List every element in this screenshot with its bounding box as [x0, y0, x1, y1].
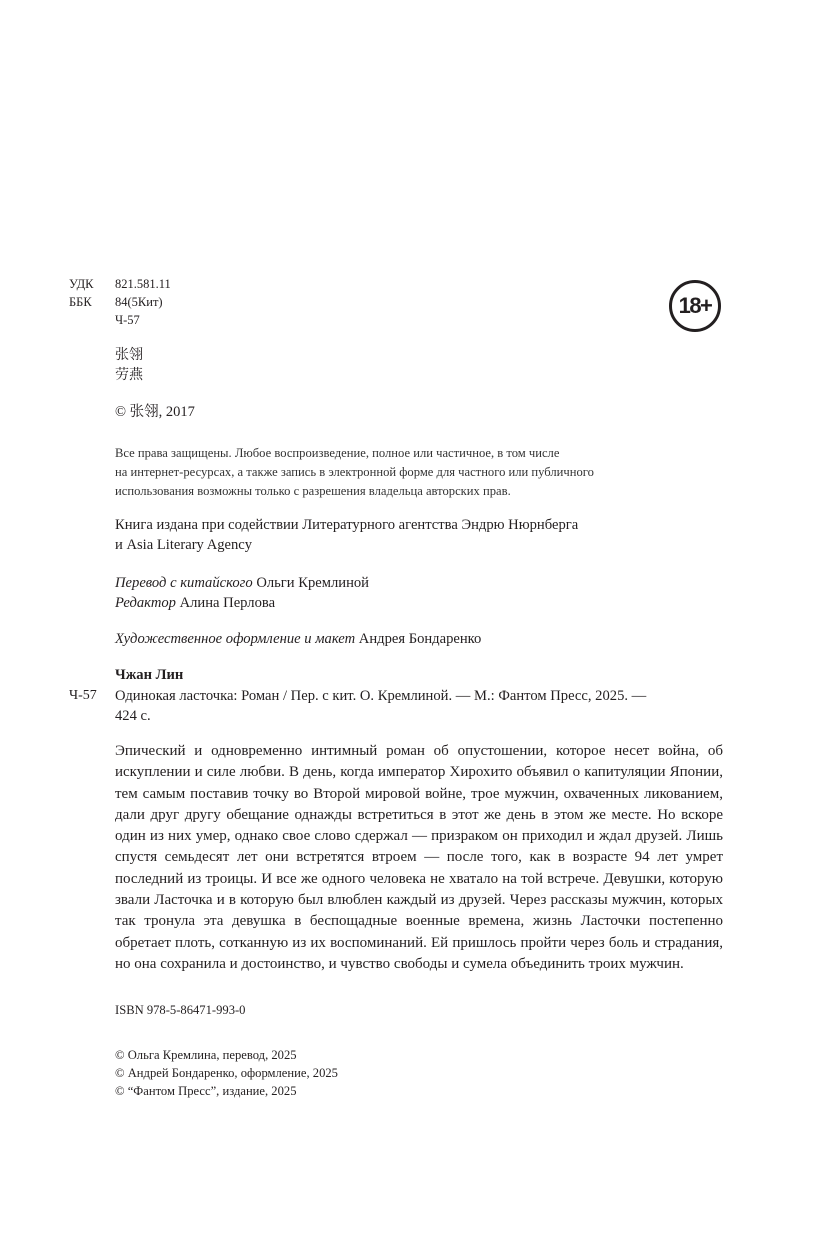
credit-role: Художественное оформление и макет	[115, 631, 356, 647]
original-copyright: © 张翎, 2017	[115, 404, 195, 420]
credit-name: Андрея Бондаренко	[355, 631, 482, 647]
bbk-row	[69, 293, 171, 311]
credits-block	[115, 573, 481, 649]
agency-notice	[115, 515, 675, 555]
bibliographic-description	[115, 686, 725, 726]
bibliographic-line: 424 с.	[115, 708, 151, 724]
author-mark: Ч-57	[115, 313, 140, 327]
rights-line: Все права защищены. Любое воспроизведение, полное или частичное, в том числе	[115, 446, 560, 460]
udk-row	[69, 275, 171, 293]
copyright-design: © Андрей Бондаренко, оформление, 2025	[115, 1066, 338, 1080]
isbn: ISBN 978-5-86471-993-0	[115, 1003, 246, 1017]
copyright-list	[115, 1046, 338, 1100]
bibliographic-author: Чжан Лин	[115, 667, 184, 683]
agency-line: и Asia Literary Agency	[115, 537, 253, 553]
original-names	[115, 345, 143, 385]
copyright-edition: © “Фантом Пресс”, издание, 2025	[115, 1084, 297, 1098]
rights-notice	[115, 444, 675, 501]
udk-label: УДК	[69, 277, 94, 291]
credit-name: Ольги Кремлиной	[252, 575, 369, 591]
credit-editor	[115, 593, 481, 613]
bibliographic-line: Одинокая ласточка: Роман / Пер. с кит. О. Кремлиной. — М.: Фантом Пресс, 2025. —	[115, 688, 647, 704]
udk-value: 821.581.11	[115, 277, 171, 291]
classification-block	[69, 275, 171, 329]
age-rating-icon	[669, 280, 721, 332]
author-mark-row	[69, 311, 171, 329]
age-rating-label: 18+	[678, 293, 712, 318]
annotation-paragraph: Эпический и одновременно интимный роман об опустошении, которое несет война, об искуплении и силе любви. В день, когда император Хирохито объявил о капитуляции Японии, тем самым поставив точку во Второй мировой войне, трое мужчин, охваченных ликованием, дали друг другу обещание однажды встретиться в этот же день в этом же месте. Но вскоре один из них умер, однако свое слово сдержал — призраком он приходил и ждал друзей. Лишь спустя семьдесят лет они встретятся втроем — после того, как в возрасте 94 лет умрет последний из троицы. И все же одного человека не хватало на той встрече. Девушки, которую звали Ласточка и в которую был влюблен каждый из друзей. Через рассказы мужчин, которых так тронула эта девушка в беспощадные военные времена, жизнь Ласточки постепенно обретает плоть, сотканную из их воспоминаний. Ей пришлось пройти через боль и страдания, но она сохранила и достоинство, и чувство свободы и сумела объединить троих мужчин.	[115, 743, 723, 972]
bibliographic-code: Ч-57	[69, 688, 97, 703]
original-author: 张翎	[115, 347, 143, 363]
credit-designer	[115, 629, 481, 649]
copyright-translation: © Ольга Кремлина, перевод, 2025	[115, 1048, 297, 1062]
original-title: 劳燕	[115, 367, 143, 383]
credit-translator	[115, 573, 481, 593]
credit-role: Редактор	[115, 595, 176, 611]
credit-name: Алина Перлова	[175, 595, 276, 611]
bbk-value: 84(5Кит)	[115, 295, 163, 309]
rights-line: использования возможны только с разрешения владельца авторских прав.	[115, 484, 511, 498]
rights-line: на интернет-ресурсах, а также запись в электронной форме для частного или публичного	[115, 465, 594, 479]
agency-line: Книга издана при содействии Литературного агентства Эндрю Нюрнберга	[115, 517, 579, 533]
bbk-label: ББК	[69, 295, 92, 309]
credit-role: Перевод с китайского	[115, 575, 253, 591]
